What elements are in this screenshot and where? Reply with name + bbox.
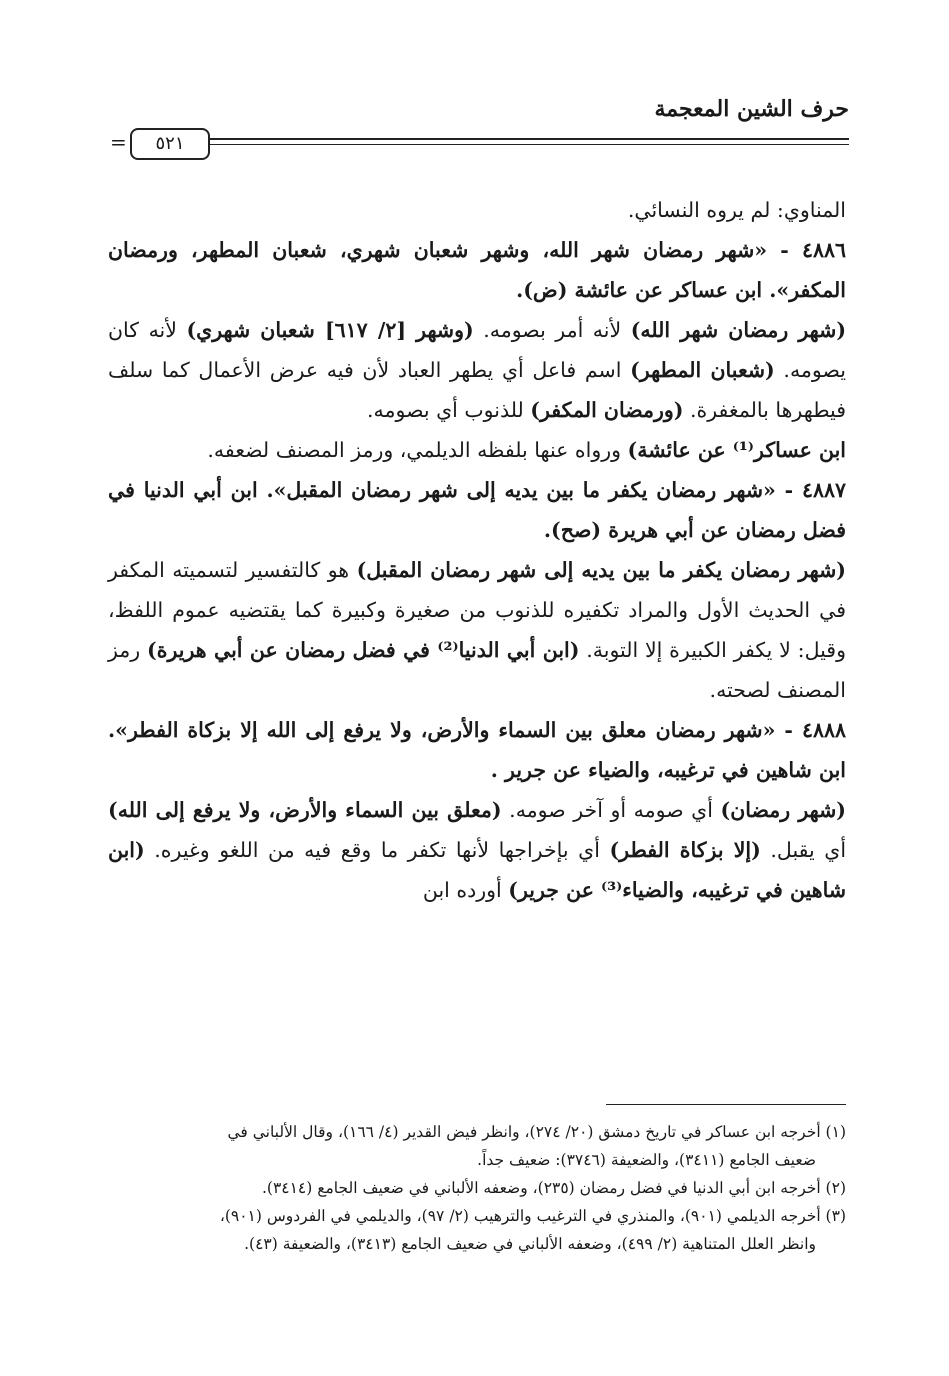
footnote-3-cont: وانظر العلل المتناهية (٢/ ٤٩٩)، وضعفه الألباني في ضعيف الجامع (٣٤١٣)، والضعيفة (٤٣). — [244, 1235, 816, 1253]
commentary-4888: (شهر رمضان) أي صومه أو آخر صومه. (معلق بين السماء والأرض، ولا يرفع إلى الله) أي يقبل. (إلا بزكاة الفطر) أي بإخراجها لأنها تكفر ما وقع فيه من اللغو وغيره. (ابن شاهين في ترغيبه، والضياء⁽³⁾ عن جرير) أورده ابن — [108, 798, 847, 902]
footnote-2: (٢) أخرجه ابن أبي الدنيا في فضل رمضان (٢٣٥)، وضعفه الألباني في ضعيف الجامع (٣٤١٤). — [261, 1179, 846, 1197]
page-header — [110, 92, 849, 152]
hadith-4886: ٤٨٨٦ - «شهر رمضان شهر الله، وشهر شعبان شهري، شعبان المطهر، ورمضان المكفر». ابن عساكر عن عائشة (ض). — [108, 238, 846, 302]
paragraph: المناوي: لم يروه النسائي. — [627, 198, 846, 222]
header-rule — [202, 138, 849, 140]
footnote-1: (١) أخرجه ابن عساكر في تاريخ دمشق (٢٠/ ٢٧٤)، وانظر فيض القدير (٤/ ١٦٦)، وقال الألباني في — [227, 1123, 846, 1141]
footnote-divider — [606, 1104, 846, 1105]
main-text — [108, 190, 846, 910]
footnote-1-cont: ضعيف الجامع (٣٤١١)، والضعيفة (٣٧٤٦): ضعيف جداً. — [477, 1151, 816, 1169]
commentary-4886: (شهر رمضان شهر الله) لأنه أمر بصومه. (وشهر [٢/ ٦١٧] شعبان شهري) لأنه كان يصومه. (شعبان المطهر) اسم فاعل أي يطهر العباد لأن فيه عرض الأعمال كما سلف فيطهرها بالمغفرة. (ورمضان المكفر) للذنوب أي بصومه. — [108, 318, 847, 422]
hadith-4888: ٤٨٨٨ - «شهر رمضان معلق بين السماء والأرض، ولا يرفع إلى الله إلا بزكاة الفطر». ابن شاهين في ترغيبه، والضياء عن جرير . — [108, 718, 846, 782]
hadith-4887: ٤٨٨٧ - «شهر رمضان يكفر ما بين يديه إلى شهر رمضان المقبل». ابن أبي الدنيا في فضل رمضان عن أبي هريرة (صح). — [108, 478, 846, 542]
header-rule-thin — [202, 144, 849, 145]
running-title: حرف الشين المعجمة — [654, 96, 849, 122]
header-dash: = — [110, 130, 127, 154]
commentary-4887: (شهر رمضان يكفر ما بين يديه إلى شهر رمضان المقبل) هو كالتفسير لتسميته المكفر في الحديث الأول والمراد تكفيره للذنوب من صغيرة وكبيرة كما يقتضيه عموم اللفظ، وقيل: لا يكفر الكبيرة إلا التوبة. (ابن أبي الدنيا⁽²⁾ في فضل رمضان عن أبي هريرة) رمز المصنف لصحته. — [108, 558, 846, 702]
footnotes — [108, 1118, 846, 1258]
footnote-3: (٣) أخرجه الديلمي (٩٠١)، والمنذري في الترغيب والترهيب (٢/ ٩٧)، والديلمي في الفردوس (٩٠١)، — [219, 1207, 846, 1225]
page-number: ٥٢١ — [130, 128, 210, 160]
commentary-4886-source: ابن عساكر⁽¹⁾ عن عائشة) ورواه عنها بلفظه الديلمي، ورمز المصنف لضعفه. — [207, 438, 846, 462]
